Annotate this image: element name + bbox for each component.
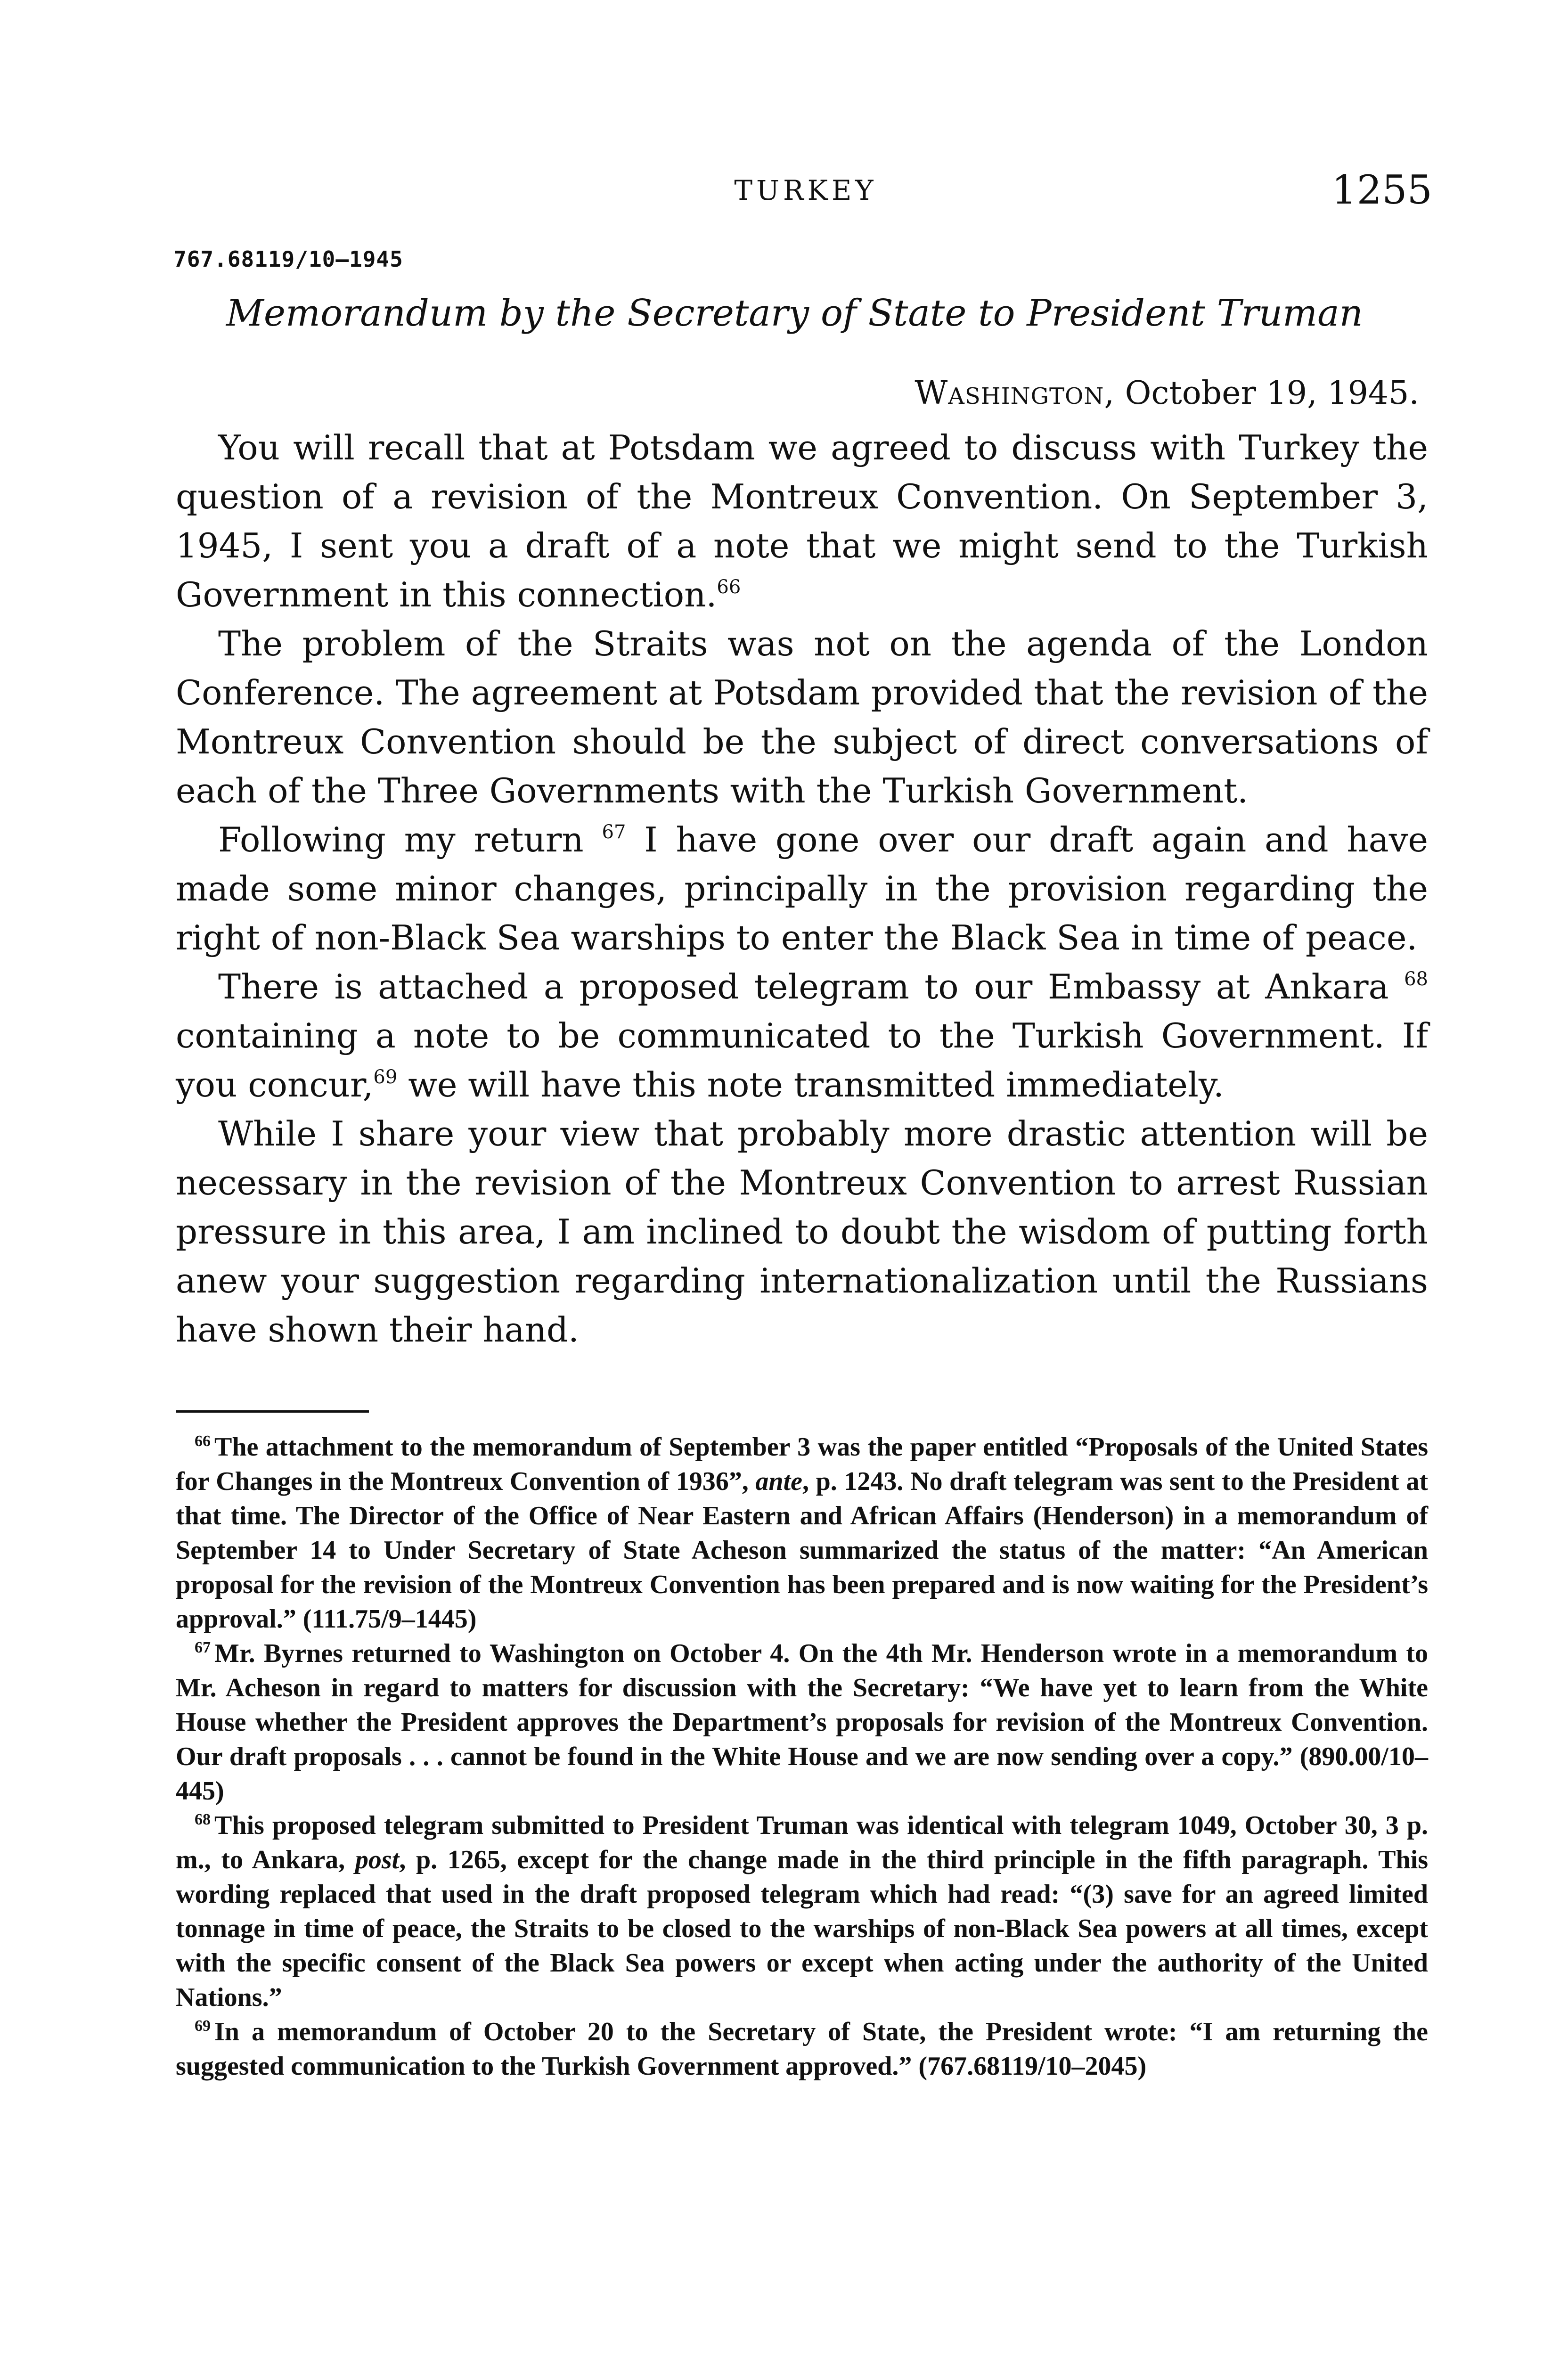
paragraph-text: I have gone over our draft again and have made some minor changes, principally in the provision regarding the right of non-Black Sea warships to enter the Black Sea in time of peace. [176, 820, 1428, 957]
paragraph-text: we will have this note transmitted immediately. [397, 1065, 1224, 1104]
running-title: TURKEY [734, 174, 877, 206]
file-number: 767.68119/10–1945 [173, 246, 403, 272]
footnote-italic: ante [755, 1467, 802, 1496]
footnote-divider [176, 1410, 369, 1413]
body-paragraph [176, 619, 1428, 815]
footnote-italic: post [355, 1845, 400, 1874]
dateline [915, 375, 1419, 412]
footnote-text: , p. 1265, except for the change made in the third principle in the fifth paragraph. This wording replaced that used in the draft proposed telegram which had read: “(3) save for an agreed limited tonnage in time of peace, the Straits to be closed to the warships of non-Black Sea powers at all times, except with the specific consent of the Black Sea powers or except when acting under the authority of the United Nations.” [176, 1845, 1429, 2012]
footnote-text: In a memorandum of October 20 to the Secretary of State, the President wrote: “I am returning the suggested communication to the Turkish Government approved.” (767.68119/10–2045) [176, 2017, 1428, 2081]
paragraph-text: The problem of the Straits was not on the agenda of the London Conference. The agreement at Potsdam provided that the revision of the Montreux Convention should be the subject of direct conversations of each of the Three Governments with the Turkish Government. [176, 624, 1428, 810]
document-title: Memorandum by the Secretary of State to President Truman [226, 292, 1363, 335]
running-head [179, 167, 1432, 221]
memorandum-body [176, 423, 1428, 1354]
footnote-reference: 69 [373, 1066, 398, 1088]
paragraph-text: You will recall that at Potsdam we agreed to discuss with Turkey the question of a revision of the Montreux Convention. On September 3, 1945, I sent you a draft of a note that we might send to the Turkish Government in this connection. [176, 428, 1428, 614]
footnote-reference: 67 [602, 821, 626, 843]
body-paragraph [176, 815, 1428, 962]
footnotes [176, 1430, 1428, 2084]
footnote-reference: 68 [1404, 968, 1428, 990]
paragraph-text: While I share your view that probably more drastic attention will be necessary in the revision of the Montreux Convention to arrest Russian pressure in this area, I am inclined to doubt the wisdom of putting forth anew your suggestion regarding internationalization until the Russians have shown their hand. [176, 1114, 1428, 1350]
footnote-mark: 67 [195, 1639, 211, 1656]
footnote-text: The attachment to the memorandum of September 3 was the paper entitled “Proposals of the United States for Changes in the Montreux Convention of 1936”, [176, 1432, 1428, 1496]
dateline-place: Washington, [915, 375, 1115, 412]
paragraph-text: containing a note to be communicated to the Turkish Government. If you concur, [176, 1016, 1428, 1104]
footnote-mark: 69 [195, 2017, 211, 2035]
footnote [176, 1430, 1428, 1636]
footnote [176, 2015, 1428, 2084]
footnote [176, 1808, 1428, 2015]
footnote-mark: 66 [195, 1432, 211, 1450]
footnote-reference: 66 [717, 576, 741, 598]
dateline-date: October 19, 1945. [1125, 375, 1419, 412]
footnote-mark: 68 [195, 1811, 211, 1828]
footnote-text: , p. 1243. No draft telegram was sent to the President at that time. The Director of the Office of Near Eastern and African Affairs (Henderson) in a memorandum of September 14 to Under Secretary of State Acheson summarized the status of the matter: “An American proposal for the revision of the Montreux Convention has been prepared and is now waiting for the President’s approval.” (111.75/9–1445) [176, 1467, 1428, 1634]
paragraph-text: There is attached a proposed telegram to our Embassy at Ankara [218, 967, 1405, 1006]
footnote [176, 1636, 1428, 1808]
footnote-text: Mr. Byrnes returned to Washington on October 4. On the 4th Mr. Henderson wrote in a memorandum to Mr. Acheson in regard to matters for discussion with the Secretary: “We have yet to learn from the White House whether the President approves the Department’s proposals for revision of the Montreux Convention. Our draft proposals . . . cannot be found in the White House and we are now sending over a copy.” (890.00/10–445) [176, 1639, 1428, 1806]
page-number: 1255 [1331, 167, 1432, 213]
footnote-text: This proposed telegram submitted to President Truman was identical with telegram 1049, October 30, 3 p. m., to Ankara, [176, 1811, 1428, 1874]
body-paragraph [176, 423, 1428, 619]
paragraph-text: Following my return [218, 820, 602, 859]
body-paragraph [176, 962, 1428, 1109]
body-paragraph [176, 1109, 1428, 1354]
